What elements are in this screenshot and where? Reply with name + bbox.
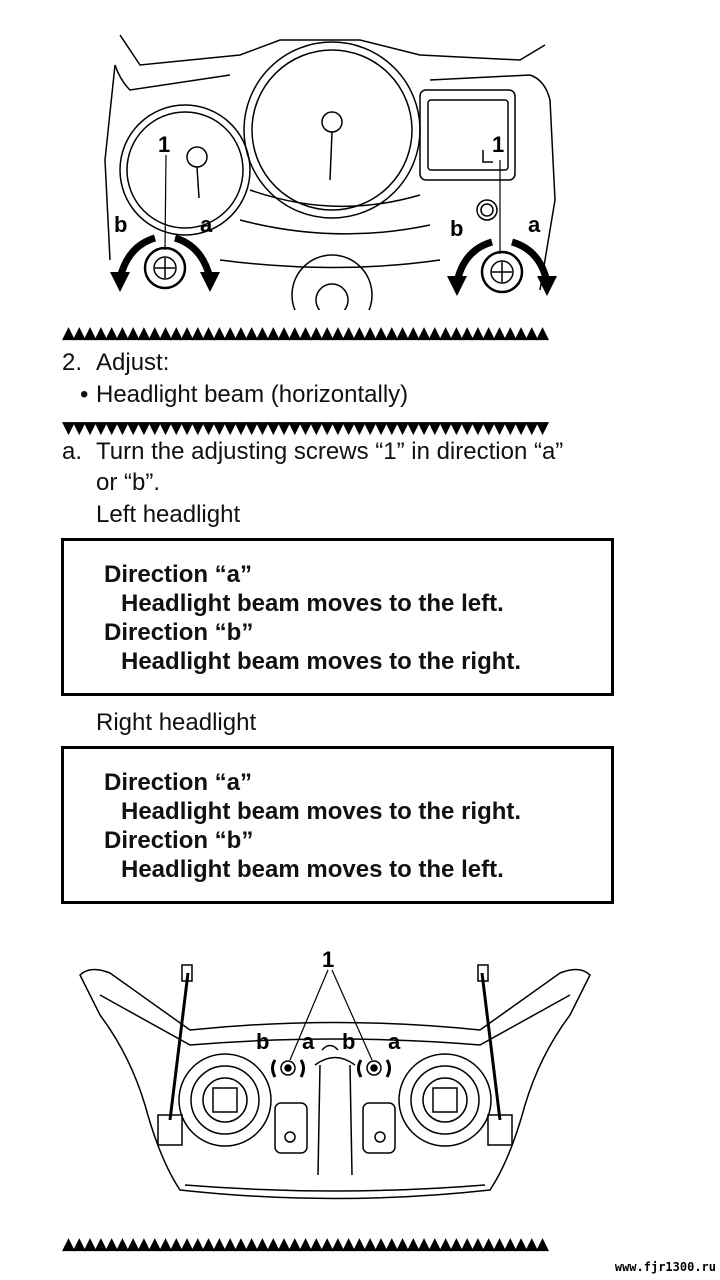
right-headlight-box: [61, 746, 614, 904]
right-headlight-heading: Right headlight: [96, 709, 257, 736]
left-direction-a: Direction “a”: [104, 561, 253, 588]
right-direction-a-result: Headlight beam moves to the right.: [121, 798, 522, 825]
headlight-assembly-figure: [70, 945, 600, 1210]
bottom-label-b1: b: [256, 1029, 270, 1054]
left-direction-b-result: Headlight beam moves to the right.: [121, 648, 522, 675]
left-headlight-heading: Left headlight: [96, 501, 241, 528]
warning-separator-top: ▲▲▲▲▲▲▲▲▲▲▲▲▲▲▲▲▲▲▲▲▲▲▲▲▲▲▲▲▲▲▲▲▲▲▲▲▲▲▲▲▲▲▲▲▲: [62, 325, 547, 341]
watermark: www.fjr1300.ru: [614, 1260, 716, 1274]
warning-separator-bottom: ▼▼▼▼▼▼▼▼▼▼▼▼▼▼▼▼▼▼▼▼▼▼▼▼▼▼▼▼▼▼▼▼▼▼▼▼▼▼▼▼▼▼▼▼▼: [62, 420, 547, 436]
bullet-icon: •: [80, 381, 89, 408]
step-item: Headlight beam (horizontally): [96, 381, 409, 408]
left-direction-a-result: Headlight beam moves to the left.: [121, 590, 504, 617]
bottom-label-a1: a: [302, 1029, 315, 1054]
right-direction-b-result: Headlight beam moves to the left.: [121, 856, 504, 883]
label-a-right: a: [528, 212, 541, 237]
instrument-cluster-figure: [100, 20, 570, 310]
right-direction-b: Direction “b”: [104, 827, 254, 854]
step-number: 2.: [62, 349, 83, 376]
callout-1-right: 1: [492, 132, 505, 157]
substep-line-1: Turn the adjusting screws “1” in direction “a”: [96, 438, 564, 465]
substep-letter: a.: [62, 438, 83, 465]
bottom-label-a2: a: [388, 1029, 401, 1054]
label-a-left: a: [200, 212, 213, 237]
left-headlight-box: [61, 538, 614, 696]
right-direction-a: Direction “a”: [104, 769, 253, 796]
substep-line-2: or “b”.: [96, 469, 161, 496]
bottom-callout-1: 1: [322, 947, 335, 972]
warning-separator-end: ▲▲▲▲▲▲▲▲▲▲▲▲▲▲▲▲▲▲▲▲▲▲▲▲▲▲▲▲▲▲▲▲▲▲▲▲▲▲▲▲▲▲▲▲▲: [62, 1236, 547, 1252]
step-title: Adjust:: [96, 349, 170, 376]
left-direction-b: Direction “b”: [104, 619, 254, 646]
label-b-right: b: [450, 216, 464, 241]
callout-1-left: 1: [158, 132, 171, 157]
label-b-left: b: [114, 212, 128, 237]
bottom-label-b2: b: [342, 1029, 356, 1054]
